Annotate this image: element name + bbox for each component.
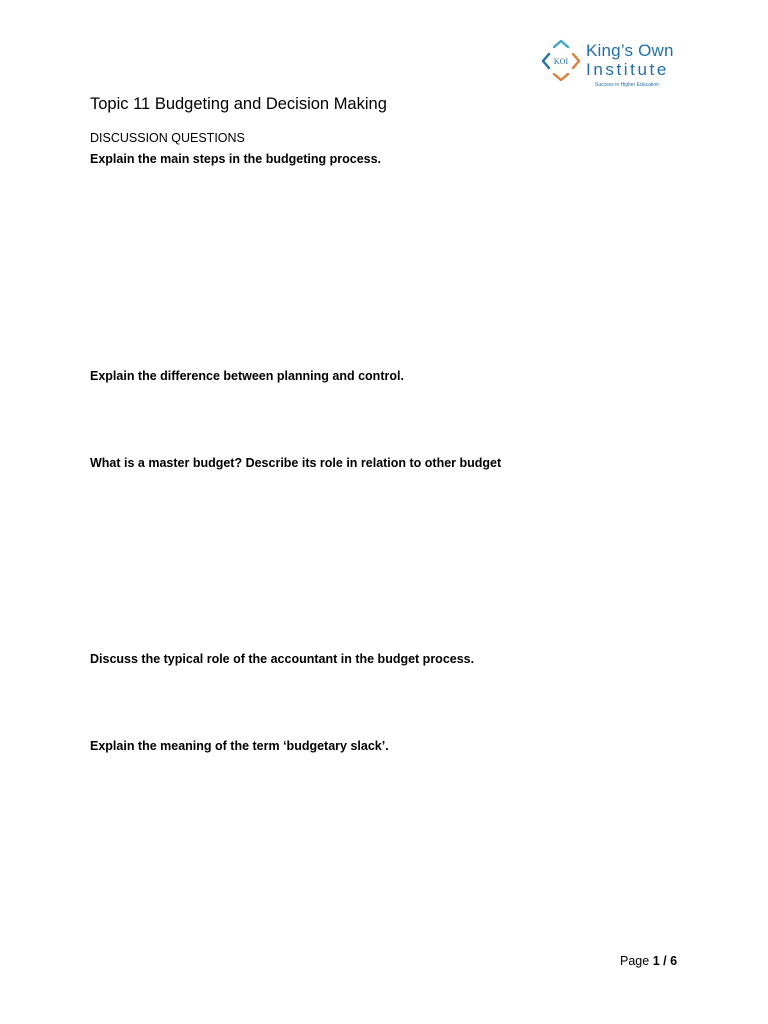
- question-2: Explain the difference between planning and control.: [90, 369, 404, 383]
- logo-subname: Institute: [586, 60, 669, 79]
- question-4: Discuss the typical role of the accountant in the budget process.: [90, 652, 475, 666]
- page-separator: /: [663, 954, 667, 968]
- current-page: 1: [652, 954, 660, 968]
- question-5: Explain the meaning of the term ‘budgetary slack’.: [90, 739, 389, 753]
- question-3: What is a master budget? Describe its role in relation to other budget: [90, 456, 502, 470]
- question-1: Explain the main steps in the budgeting process.: [90, 152, 382, 166]
- kings-own-institute-logo: [538, 38, 688, 92]
- logo-name: King’s Own: [586, 41, 674, 60]
- logo-tagline: Success in Higher Education: [595, 82, 659, 88]
- total-pages: 6: [670, 954, 678, 968]
- logo-mark-text: KOI: [553, 57, 569, 66]
- koi-mark-icon: [538, 38, 586, 88]
- section-heading: DISCUSSION QUESTIONS: [90, 131, 245, 145]
- page-label: Page: [620, 954, 650, 968]
- page-number: [620, 954, 677, 968]
- document-title: Topic 11 Budgeting and Decision Making: [90, 95, 387, 113]
